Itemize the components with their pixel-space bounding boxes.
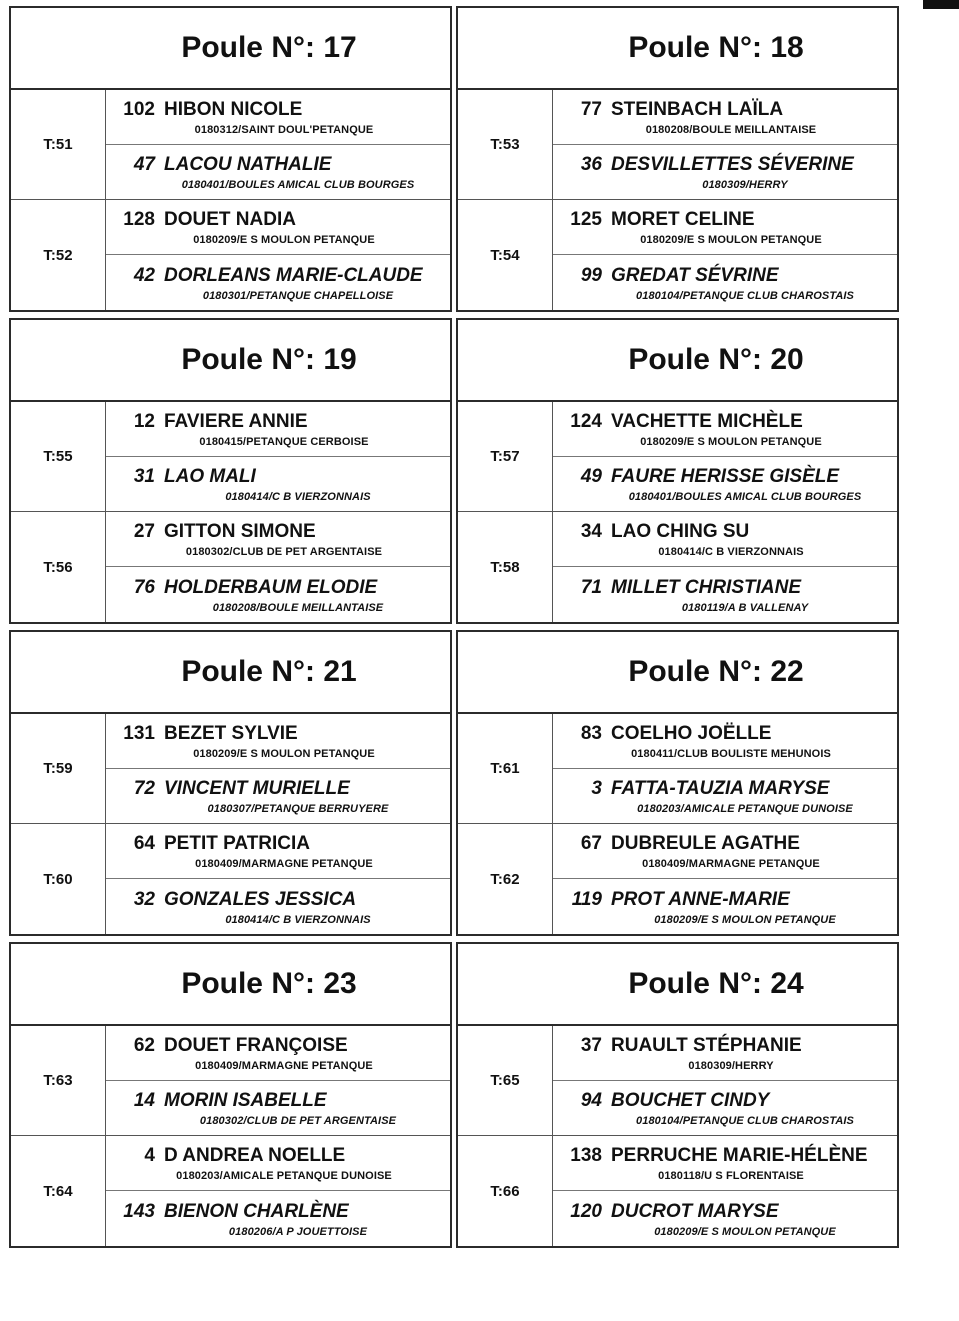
player-number: 124 [570,410,602,432]
terrain-row [458,824,897,934]
player-name-line [553,154,897,176]
player-club: 0180309/HERRY [702,178,788,191]
player-name-line [106,1035,450,1057]
player-entry [106,567,450,622]
poule-title: Poule N°: 22 [628,655,804,688]
player-entry [106,200,450,255]
player-entry [553,1081,897,1136]
terrain-label: T:57 [458,402,553,511]
poule-block [0,942,959,1248]
player-entry [106,824,450,879]
terrain-label: T:54 [458,200,553,310]
players-container [106,824,450,934]
poule-header-spacer [11,320,106,400]
player-number: 62 [133,1034,155,1056]
player-club: 0180208/BOULE MEILLANTAISE [645,123,817,136]
player-name: DUBREULE AGATHE [611,833,800,854]
terrain-label: T:65 [458,1026,553,1135]
poule-header [11,944,450,1026]
player-entry [553,1136,897,1191]
player-number: 128 [123,209,155,230]
players-container [553,1136,897,1246]
player-name: DOUET FRANÇOISE [164,1034,348,1056]
players-container [553,1026,897,1135]
player-number: 120 [570,1200,602,1222]
player-club: 0180302/CLUB DE PET ARGENTAISE [185,546,383,558]
poule-header [458,8,897,90]
terrain-row [11,824,450,934]
player-number: 72 [133,777,155,799]
player-name: PROT ANNE-MARIE [611,888,790,910]
player-name-line [553,466,897,488]
player-name: DOUET NADIA [164,209,296,230]
poule-header [458,632,897,714]
player-club: 0180415/PETANQUE CERBOISE [199,435,369,448]
player-number: 27 [133,521,155,542]
player-name-line [106,521,450,543]
player-number: 67 [580,833,602,854]
poule-header [11,8,450,90]
players-container [553,714,897,823]
players-container [553,90,897,199]
player-club: 0180206/A P JOUETTOISE [228,1225,368,1238]
terrain-row [11,90,450,200]
poule-blocks-container [0,6,959,1248]
player-name-line [106,889,450,911]
player-number: 42 [133,264,155,286]
poule-table-20 [456,318,899,624]
player-entry [553,1026,897,1081]
player-number: 94 [580,1089,602,1111]
player-number: 32 [133,888,155,910]
player-name: HIBON NICOLE [164,98,303,120]
terrain-row [11,1026,450,1136]
player-club: 0180203/AMICALE PETANQUE DUNOISE [176,1170,392,1182]
player-number: 119 [571,888,602,910]
poule-table-24 [456,942,899,1248]
terrain-row [458,1136,897,1246]
player-number: 31 [133,465,155,487]
player-name: FAVIERE ANNIE [164,410,308,432]
players-container [553,512,897,622]
terrain-row [11,1136,450,1246]
player-name-line [106,411,450,433]
player-name: D ANDREA NOELLE [164,1145,346,1166]
player-name-line [106,154,450,176]
terrain-row [11,200,450,310]
player-name-line [106,1145,450,1167]
player-club: 0180209/E S MOULON PETANQUE [193,747,375,760]
poule-table-22 [456,630,899,936]
player-name-line [553,1090,897,1112]
player-name: FAURE HERISSE GISÈLE [611,465,840,487]
player-name: VINCENT MURIELLE [164,777,350,799]
player-name-line [106,833,450,855]
player-name: RUAULT STÉPHANIE [611,1034,802,1056]
player-name-line [553,1145,897,1167]
player-name: DESVILLETTES SÉVERINE [611,153,854,175]
player-name: VACHETTE MICHÈLE [611,410,803,432]
poule-header-spacer [458,632,553,712]
player-name-line [106,466,450,488]
player-club: 0180104/PETANQUE CLUB CHAROSTAIS [636,289,854,302]
player-name: MORIN ISABELLE [164,1089,327,1111]
player-club: 0180209/E S MOULON PETANQUE [640,234,822,246]
player-entry [106,457,450,512]
player-name: MILLET CHRISTIANE [611,576,801,598]
player-name: LACOU NATHALIE [164,153,332,175]
poule-header [458,320,897,402]
player-club: 0180409/MARMAGNE PETANQUE [195,858,373,870]
player-name-line [553,209,897,231]
player-name-line [106,1090,450,1112]
player-entry [553,200,897,255]
player-name-line [553,1201,897,1223]
player-name: LAO MALI [164,465,256,487]
player-club: 0180307/PETANQUE BERRUYERE [207,802,389,815]
terrain-row [458,512,897,622]
poule-block [0,318,959,624]
poule-title: Poule N°: 17 [181,31,357,64]
poule-header [458,944,897,1026]
player-club: 0180309/HERRY [688,1059,774,1072]
terrain-label: T:59 [11,714,106,823]
player-entry [106,1191,450,1246]
player-club: 0180104/PETANQUE CLUB CHAROSTAIS [636,1114,854,1127]
player-name: BOUCHET CINDY [611,1089,770,1111]
player-entry [106,879,450,934]
player-number: 138 [570,1145,602,1166]
player-club: 0180209/E S MOULON PETANQUE [654,1225,836,1238]
player-entry [553,769,897,824]
player-club: 0180401/BOULES AMICAL CLUB BOURGES [628,490,862,503]
terrain-row [458,200,897,310]
player-number: 76 [133,576,155,598]
terrain-row [11,512,450,622]
player-name-line [106,99,450,121]
player-number: 102 [123,98,155,120]
poule-title: Poule N°: 24 [628,967,804,1000]
player-entry [106,512,450,567]
player-number: 37 [580,1034,602,1056]
terrain-row [11,402,450,512]
player-entry [553,824,897,879]
player-club: 0180209/E S MOULON PETANQUE [654,913,836,926]
player-number: 125 [570,209,602,230]
poule-table-17 [9,6,452,312]
player-name-line [553,723,897,745]
player-entry [106,145,450,200]
player-club: 0180411/CLUB BOULISTE MEHUNOIS [631,747,831,760]
players-container [106,90,450,199]
player-entry [553,402,897,457]
terrain-label: T:55 [11,402,106,511]
player-number: 64 [133,833,155,854]
players-container [553,200,897,310]
poule-header-spacer [458,944,553,1024]
poule-header-spacer [458,8,553,88]
player-name: DUCROT MARYSE [611,1200,779,1222]
player-club: 0180119/A B VALLENAY [681,601,809,614]
player-name: BIENON CHARLÈNE [164,1200,349,1222]
player-name-line [553,833,897,855]
poule-header-spacer [11,944,106,1024]
scan-artifact-bar [923,0,959,9]
players-container [553,824,897,934]
poule-block [0,630,959,936]
poule-table-23 [9,942,452,1248]
player-club: 0180209/E S MOULON PETANQUE [640,435,822,448]
player-number: 99 [580,264,602,286]
player-club: 0180118/U S FLORENTAISE [658,1170,804,1182]
player-number: 77 [580,98,602,120]
player-club: 0180209/E S MOULON PETANQUE [193,234,375,246]
players-container [106,200,450,310]
terrain-label: T:61 [458,714,553,823]
player-entry [106,255,450,310]
terrain-label: T:53 [458,90,553,199]
player-entry [553,512,897,567]
player-number: 3 [591,777,602,799]
terrain-row [458,714,897,824]
terrain-label: T:60 [11,824,106,934]
player-name-line [106,1201,450,1223]
player-name: BEZET SYLVIE [164,722,298,744]
player-name: LAO CHING SU [611,521,750,542]
player-name: GITTON SIMONE [164,521,316,542]
terrain-row [458,1026,897,1136]
poule-table-18 [456,6,899,312]
player-number: 36 [580,153,602,175]
terrain-label: T:51 [11,90,106,199]
players-container [106,714,450,823]
player-club: 0180414/C B VIERZONNAIS [658,546,804,558]
player-entry [553,879,897,934]
player-entry [553,457,897,512]
player-number: 131 [123,722,155,744]
terrain-row [11,714,450,824]
player-club: 0180301/PETANQUE CHAPELLOISE [202,289,394,302]
player-entry [106,1026,450,1081]
player-number: 143 [123,1200,155,1222]
player-number: 14 [133,1089,155,1111]
player-entry [106,402,450,457]
player-entry [106,714,450,769]
player-entry [106,769,450,824]
player-number: 4 [144,1145,155,1166]
poule-header [11,632,450,714]
poule-title: Poule N°: 19 [181,343,357,376]
player-club: 0180312/SAINT DOUL'PETANQUE [194,123,374,136]
player-club: 0180409/MARMAGNE PETANQUE [195,1059,373,1072]
player-name-line [553,521,897,543]
player-name-line [106,723,450,745]
terrain-label: T:52 [11,200,106,310]
player-name: PETIT PATRICIA [164,833,311,854]
player-entry [106,90,450,145]
player-name-line [106,577,450,599]
poule-table-21 [9,630,452,936]
terrain-label: T:62 [458,824,553,934]
player-entry [553,714,897,769]
player-club: 0180208/BOULE MEILLANTAISE [212,601,384,614]
player-name-line [106,209,450,231]
player-name-line [553,265,897,287]
player-entry [553,1191,897,1246]
player-club: 0180401/BOULES AMICAL CLUB BOURGES [181,178,415,191]
player-name: DORLEANS MARIE-CLAUDE [164,264,423,286]
terrain-label: T:63 [11,1026,106,1135]
player-club: 0180203/AMICALE PETANQUE DUNOISE [637,802,853,815]
player-name-line [553,577,897,599]
poule-block [0,6,959,312]
player-name: GREDAT SÉVRINE [611,264,779,286]
player-name-line [553,411,897,433]
player-entry [553,567,897,622]
player-name: GONZALES JESSICA [164,888,357,910]
player-number: 34 [580,521,602,542]
player-entry [106,1136,450,1191]
player-number: 83 [580,722,602,744]
player-entry [553,255,897,310]
players-container [106,1136,450,1246]
terrain-label: T:58 [458,512,553,622]
players-container [106,1026,450,1135]
poule-title: Poule N°: 20 [628,343,804,376]
player-number: 49 [580,465,602,487]
player-number: 12 [133,410,155,432]
terrain-label: T:64 [11,1136,106,1246]
player-number: 47 [133,153,155,175]
players-container [553,402,897,511]
player-entry [553,145,897,200]
terrain-label: T:66 [458,1136,553,1246]
player-name-line [553,778,897,800]
poule-title: Poule N°: 23 [181,967,357,1000]
poule-header-spacer [458,320,553,400]
terrain-row [458,90,897,200]
player-club: 0180414/C B VIERZONNAIS [225,913,371,926]
player-name-line [106,778,450,800]
player-club: 0180302/CLUB DE PET ARGENTAISE [199,1114,397,1127]
player-name: MORET CELINE [611,209,755,230]
player-number: 71 [580,576,602,598]
player-entry [106,1081,450,1136]
terrain-row [458,402,897,512]
poule-header-spacer [11,8,106,88]
players-container [106,402,450,511]
player-club: 0180409/MARMAGNE PETANQUE [642,858,820,870]
player-name: PERRUCHE MARIE-HÉLÈNE [611,1145,868,1166]
player-name-line [553,1035,897,1057]
player-name-line [553,99,897,121]
player-name-line [553,889,897,911]
poule-table-19 [9,318,452,624]
poule-header [11,320,450,402]
player-name-line [106,265,450,287]
player-name: COELHO JOËLLE [611,722,772,744]
player-club: 0180414/C B VIERZONNAIS [225,490,371,503]
player-name: STEINBACH LAÏLA [611,98,784,120]
player-name: FATTA-TAUZIA MARYSE [611,777,830,799]
poule-title: Poule N°: 21 [181,655,357,688]
poule-header-spacer [11,632,106,712]
terrain-label: T:56 [11,512,106,622]
poule-title: Poule N°: 18 [628,31,804,64]
player-entry [553,90,897,145]
player-name: HOLDERBAUM ELODIE [164,576,378,598]
players-container [106,512,450,622]
